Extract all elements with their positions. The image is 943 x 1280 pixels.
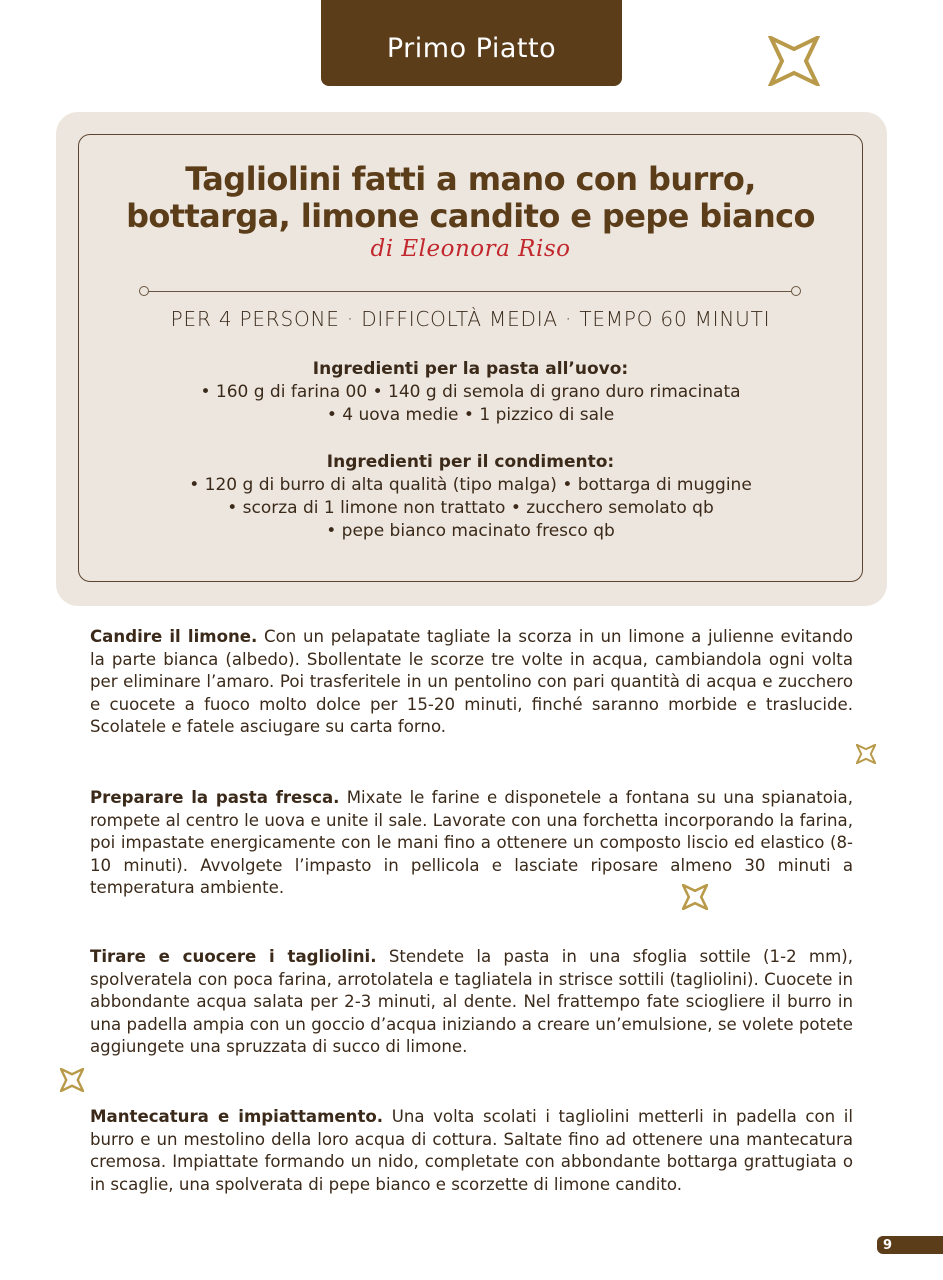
step-text: Con un pelapatate tagliate la scorza in un limone a julienne evitando la parte bianca (albedo). Sbollentate le scorze tre volte in acqua, cambiandola ogni volta per eliminare l’amaro. Poi trasferitele in un pentolino con pari quantità di acqua e zucchero e cuocete a fuoco molto dolce per 15-20 minuti, finché saranno morbide e traslucide. Scolatele e fatele asciugare su carta forno.	[90, 627, 854, 737]
step-title: Mantecatura e impiattamento.	[90, 1107, 384, 1126]
category-tab	[321, 0, 622, 86]
ingredient-line: • 160 g di farina 00 • 140 g di semola di grano duro rimacinata	[200, 382, 741, 402]
recipe-title	[79, 161, 862, 235]
recipe-title-line: bottarga, limone candito e pepe bianco	[126, 197, 815, 235]
category-label: Primo Piatto	[386, 32, 557, 64]
star-icon	[60, 1068, 84, 1092]
divider	[139, 286, 801, 298]
pasta-ingredients	[79, 358, 862, 427]
step-text: Mixate le farine e disponetele a fontana su una spianatoia, rompete al centro le uova e unite il sale. Lavorate con una forchetta incorporando la farina, poi impastate energicamente con le mani fino a ottenere un composto liscio ed elastico (8-10 minuti). Avvolgete l’impasto in pellicola e lasciate riposare almeno 30 minuti a temperatura ambiente.	[90, 788, 853, 898]
ingredient-line: • 120 g di burro di alta qualità (tipo malga) • bottarga di muggine	[189, 475, 752, 495]
step-title: Preparare la pasta fresca.	[90, 788, 340, 807]
step-title: Tirare e cuocere i tagliolini.	[90, 947, 377, 966]
ingredient-line: • 4 uova medie • 1 pizzico di sale	[326, 405, 615, 425]
recipe-card-border	[78, 134, 863, 582]
step-text: Stendete la pasta in una sfoglia sottile (1-2 mm), spolveratela con poca farina, arrotolatela e tagliatela in strisce sottili (tagliolini). Cuocete in abbondante acqua salata per 2-3 minuti, al dente. Nel frattempo fate sciogliere il burro in una padella ampia con un goccio d’acqua iniziando a creare un’emulsione, se volete potete aggiungete una spruzzata di succo di limone.	[90, 947, 854, 1057]
step-text: Una volta scolati i tagliolini metterli in padella con il burro e un mestolino della loro acqua di cottura. Saltate fino ad ottenere una mantecatura cremosa. Impiattate formando un nido, completate con abbondante bottarga grattugiata o in scaglie, una spolverata di pepe bianco e scorzette di limone candito.	[90, 1107, 853, 1194]
recipe-title-line: Tagliolini fatti a mano con burro,	[185, 160, 756, 198]
star-icon	[768, 36, 820, 86]
star-icon	[856, 744, 876, 764]
step-candied-lemon	[90, 626, 853, 739]
ingredients-heading: Ingredienti per la pasta all’uovo:	[312, 359, 629, 379]
ingredient-line: • pepe bianco macinato fresco qb	[326, 521, 615, 541]
step-fresh-pasta	[90, 787, 853, 900]
recipe-servings: PER 4 PERSONE · DIFFICOLTÀ MEDIA · TEMPO 60 MINUTI	[170, 307, 771, 331]
step-plating	[90, 1106, 853, 1196]
recipe-card	[56, 112, 887, 606]
recipe-author: di Eleonora Riso	[370, 236, 571, 262]
step-title: Candire il limone.	[90, 627, 258, 646]
page-number: 9	[877, 1236, 943, 1254]
ingredients-heading: Ingredienti per il condimento:	[326, 452, 615, 472]
sauce-ingredients	[79, 451, 862, 543]
step-roll-cook	[90, 946, 853, 1059]
ingredient-line: • scorza di 1 limone non trattato • zucchero semolato qb	[227, 498, 714, 518]
